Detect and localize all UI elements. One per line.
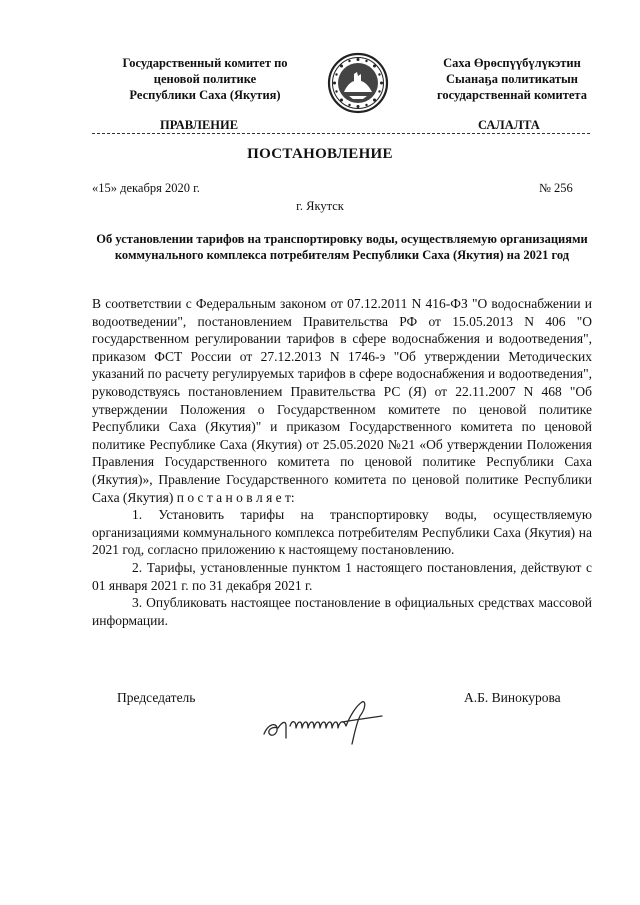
document-city: г. Якутск [296,199,344,213]
signatory-position: Председатель [117,690,196,705]
signatory-name: А.Б. Винокурова [464,690,561,705]
header-left-line: ценовой политике [153,72,257,86]
header-left-line: Республики Саха (Якутия) [129,88,281,102]
document-subject: Об установлении тарифов на транспортировку воды, осуществляемую организациями коммунального комплекса потребителям Республики Саха (Якутия) на 2021 год [96,232,588,262]
document-date: «15» декабря 2020 г. [92,181,200,195]
document-body [92,295,592,629]
handwritten-signature-icon [258,698,388,746]
header-right-block [412,55,612,103]
resolution-item: 1. Установить тарифы на транспортировку воды, осуществляемую организациями коммунального комплекса потребителям Республики Саха (Якутия) на 2021 год, согласно приложению к настоящему постановлению. [92,507,592,558]
header-left-line: Государственный комитет по [122,56,288,70]
header-right-line: Саха Өрөспүүбүлүкэтин [443,56,581,70]
republic-emblem-icon [327,52,389,114]
header-right-line: государственнай комитета [437,88,587,102]
header-left-block [105,55,305,103]
resolution-item: 2. Тарифы, установленные пунктом 1 настоящего постановления, действуют с 01 января 2021 г. по 31 декабря 2021 г. [92,559,592,593]
preamble-paragraph: В соответствии с Федеральным законом от 07.12.2011 N 416-ФЗ "О водоснабжении и водоотведении", постановлением Правительства РФ от 15.05.2013 N 406 "О государственном регулировании тарифов в сфере водоснабжения и водоотведения", приказом ФСТ России от 27.12.2013 N 1746-э "Об утверждении Методических указаний по расчету регулируемых тарифов в сфере водоснабжения и водоотведения", руководствуясь постановлением Правительства РС (Я) от 22.11.2007 N 468 "Об утверждении Положения о Государственном комитете по ценовой политике Республики Саха (Якутия)" и приказом Государственного комитета по ценовой политике Республике Саха (Якутия) от 25.05.2020 №21 «Об утверждении Положения Правления Государственного комитета по ценовой политике Республики Саха (Якутия)», Правление Государственного комитета по ценовой политике Республики Саха (Якутия) п о с т а н о в л я е т: [92,296,592,505]
separator-line [92,133,590,134]
resolution-item: 3. Опубликовать настоящее постановление в официальных средствах массовой информации. [92,595,592,628]
document-number: № 256 [539,181,573,195]
header-right-line: Сыанаҕа политикатын [446,72,578,86]
department-right: САЛАЛТА [478,118,540,132]
document-title: ПОСТАНОВЛЕНИЕ [247,146,393,162]
department-left: ПРАВЛЕНИЕ [160,118,239,132]
